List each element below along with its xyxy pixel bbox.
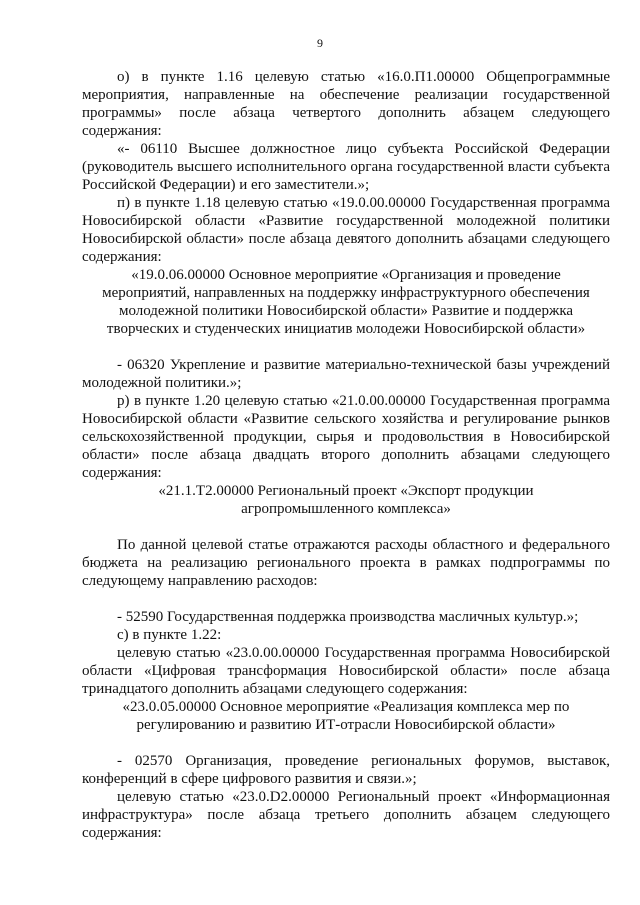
paragraph-item-o: о) в пункте 1.16 целевую статью «16.0.П1.00000 Общепрограммные мероприятия, направленные на обеспечение реализации государственной программы» после абзаца четвертого дополнить абзацем следующего содержания: <box>82 69 610 139</box>
paragraph-item-s: с) в пункте 1.22: <box>117 627 222 643</box>
paragraph-code-06320: - 06320 Укрепление и развитие материально-технической базы учреждений молодежной политики.»; <box>82 357 610 391</box>
centered-heading-21-1-t2: «21.1.T2.00000 Региональный проект «Экспорт продукции агропромышленного комплекса» <box>158 483 534 517</box>
blank-line <box>82 590 610 608</box>
centered-heading-23-0-05: «23.0.05.00000 Основное мероприятие «Реализация комплекса мер по регулированию и развитию ИТ-отрасли Новосибирской области» <box>122 699 570 733</box>
paragraph-code-52590: - 52590 Государственная поддержка производства масличных культур.»; <box>117 609 579 625</box>
paragraph-target-expenses: По данной целевой статье отражаются расходы областного и федерального бюджета на реализацию регионального проекта в рамках подпрограммы по следующему направлению расходов: <box>82 537 610 589</box>
paragraph-target-23-0: целевую статью «23.0.00.00000 Государственная программа Новосибирской области «Цифровая трансформация Новосибирской области» после абзаца тринадцатого дополнить абзацами следующего содержания: <box>82 645 610 697</box>
paragraph-item-p: п) в пункте 1.18 целевую статью «19.0.00.00000 Государственная программа Новосибирской области «Развитие государственной молодежной политики Новосибирской области» после абзаца девятого дополнить абзацами следующего содержания: <box>82 195 610 265</box>
paragraph-target-23-0-d2: целевую статью «23.0.D2.00000 Региональный проект «Информационная инфраструктура» после абзаца третьего дополнить абзацем следующего содержания: <box>82 789 610 841</box>
centered-heading-19-0-06: «19.0.06.00000 Основное мероприятие «Организация и проведение мероприятий, направленных на поддержку инфраструктурного обеспечения молодежной политики Новосибирской области» Развитие и поддержка творческих и студенческих инициатив молодежи Новосибирской области» <box>102 267 590 337</box>
blank-line <box>82 518 610 536</box>
document-body <box>82 68 610 842</box>
paragraph-code-06110: «- 06110 Высшее должностное лицо субъекта Российской Федерации (руководитель высшего исполнительного органа государственной власти субъекта Российской Федерации) и его заместители.»; <box>82 141 610 193</box>
paragraph-item-r: р) в пункте 1.20 целевую статью «21.0.00.00000 Государственная программа Новосибирской области «Развитие сельского хозяйства и регулирование рынков сельскохозяйственной продукции, сырья и продовольствия в Новосибирской области» после абзаца двадцать второго дополнить абзацами следующего содержания: <box>82 393 610 481</box>
paragraph-code-02570: - 02570 Организация, проведение региональных форумов, выставок, конференций в сфере цифрового развития и связи.»; <box>82 753 610 787</box>
blank-line <box>82 734 610 752</box>
page-number: 9 <box>317 36 323 50</box>
blank-line <box>82 338 610 356</box>
